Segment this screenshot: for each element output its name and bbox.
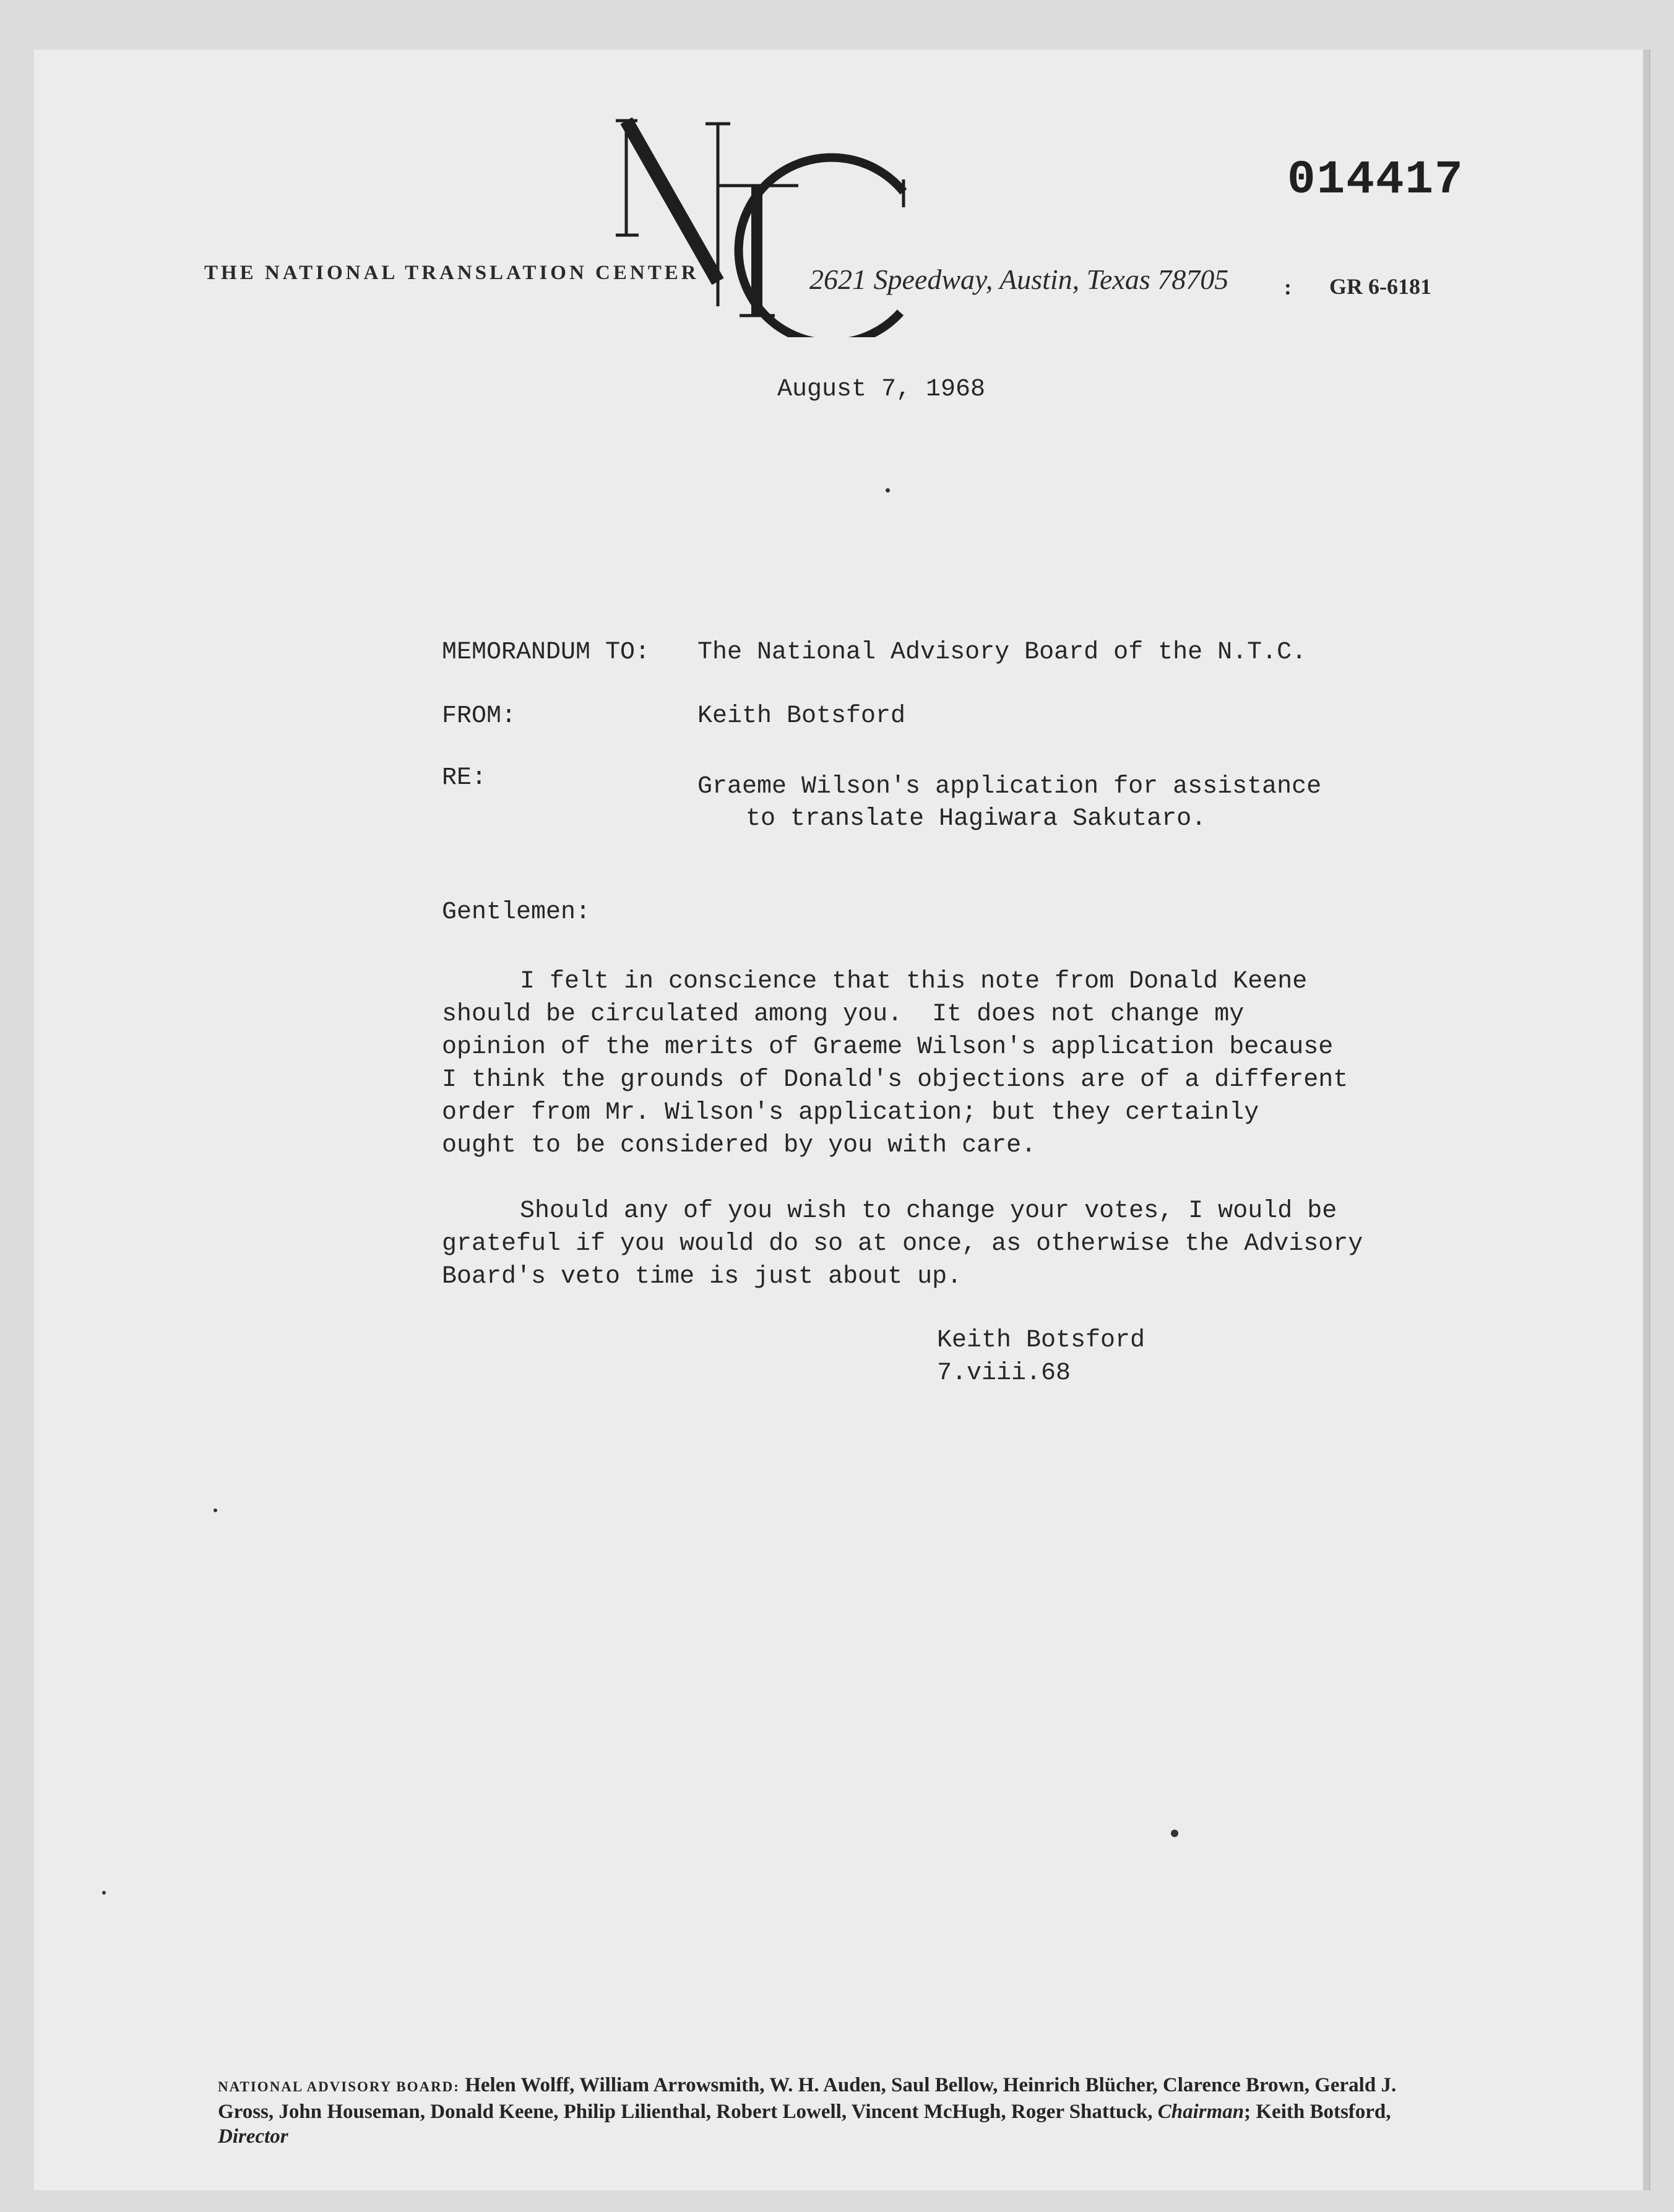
footer-label: NATIONAL ADVISORY BOARD: [218, 2079, 460, 2094]
paragraph-line: order from Mr. Wilson's application; but they certainly [442, 1099, 1259, 1127]
paper-speck [886, 488, 890, 493]
letterhead-address: 2621 Speedway, Austin, Texas 78705 [809, 264, 1229, 295]
advisory-board-footer [218, 2073, 1431, 2149]
paragraph-line: grateful if you would do so at once, as otherwise the Advisory [442, 1230, 1363, 1258]
paper-speck [1171, 1830, 1178, 1837]
footer-chairman-title: Chairman [1157, 2101, 1245, 2123]
letterhead-separator: : [1284, 275, 1292, 299]
letter-date: August 7, 1968 [777, 376, 986, 403]
paragraph-line: Should any of you wish to change your votes, I would be [520, 1197, 1337, 1225]
ntc-logo [613, 102, 922, 337]
paper-speck [102, 1891, 106, 1895]
paragraph-line: ought to be considered by you with care. [442, 1132, 1037, 1160]
paragraph-line: I felt in conscience that this note from Donald Keene [520, 968, 1308, 996]
paragraph-line: should be circulated among you. It does not change my [442, 1001, 1245, 1028]
logo-label: NTC [767, 120, 770, 121]
document-number-stamp: 014417 [1287, 153, 1464, 207]
paper-speck [214, 1508, 217, 1512]
signature-name: Keith Botsford [937, 1327, 1145, 1354]
memo-re-label: RE: [442, 764, 487, 792]
memo-from-label: FROM: [442, 702, 517, 730]
memo-re-line2: to translate Hagiwara Sakutaro. [746, 805, 1207, 833]
footer-members: Helen Wolff, William Arrowsmith, W. H. Auden, Saul Bellow, Heinrich Blücher, Clarence Brown, Gerald J. Gross, John Houseman, Donald Keene, Philip Lilienthal, Robert Lowell, Vincent McHugh, Roger Shattuck, [218, 2074, 1397, 2123]
footer-director-title: Director [218, 2125, 288, 2148]
memo-to-value: The National Advisory Board of the N.T.C. [697, 639, 1307, 666]
memo-from-value: Keith Botsford [697, 702, 906, 730]
salutation: Gentlemen: [442, 898, 591, 926]
paragraph-line: I think the grounds of Donald's objections are of a different [442, 1066, 1348, 1094]
footer-members-2: ; Keith Botsford, [1244, 2101, 1391, 2123]
paragraph-line: Board's veto time is just about up. [442, 1263, 962, 1291]
letterhead-phone: GR 6-6181 [1329, 274, 1431, 299]
paragraph-line: opinion of the merits of Graeme Wilson's application because [442, 1033, 1334, 1061]
signature-date: 7.viii.68 [937, 1359, 1071, 1387]
memo-to-label: MEMORANDUM TO: [442, 639, 650, 666]
letterhead-org-name: THE NATIONAL TRANSLATION CENTER [204, 262, 699, 284]
memo-re-line1: Graeme Wilson's application for assistance [697, 773, 1322, 801]
